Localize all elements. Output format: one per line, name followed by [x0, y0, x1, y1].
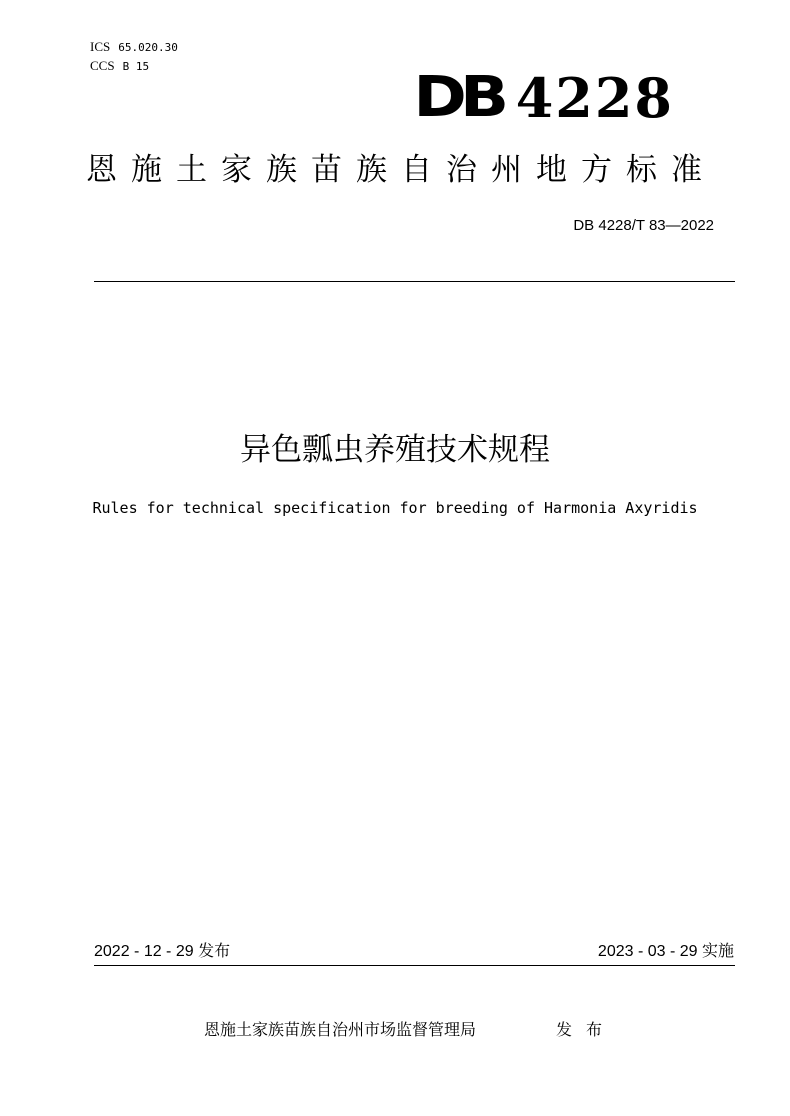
bottom-divider — [94, 965, 735, 966]
ics-label: ICS — [90, 39, 111, 54]
document-title-chinese: 异色瓢虫养殖技术规程 — [240, 432, 550, 468]
issuing-authority: 恩施土家族苗族自治州市场监督管理局 — [204, 1020, 477, 1039]
implement-date: 2023 - 03 - 29 实施 — [597, 943, 734, 960]
ccs-label: CCS — [90, 58, 115, 73]
db-logo-letters: DB — [412, 65, 502, 130]
ccs-classification — [90, 59, 149, 74]
ccs-value: B 15 — [122, 60, 150, 73]
top-divider — [94, 281, 735, 282]
db-logo-number: 4228 — [515, 66, 674, 130]
document-title-english: Rules for technical specification for breeding of Harmonia Axyridis — [92, 499, 698, 517]
issue-action: 发布 — [556, 1020, 617, 1039]
ics-classification — [90, 40, 178, 55]
standard-code: DB 4228/T 83—2022 — [573, 217, 714, 234]
standard-type-heading: 恩施土家族苗族自治州地方标准 — [86, 152, 716, 188]
publish-date: 2022 - 12 - 29 发布 — [94, 943, 231, 960]
ics-value: 65.020.30 — [118, 41, 178, 54]
db-standard-logo — [412, 65, 674, 130]
